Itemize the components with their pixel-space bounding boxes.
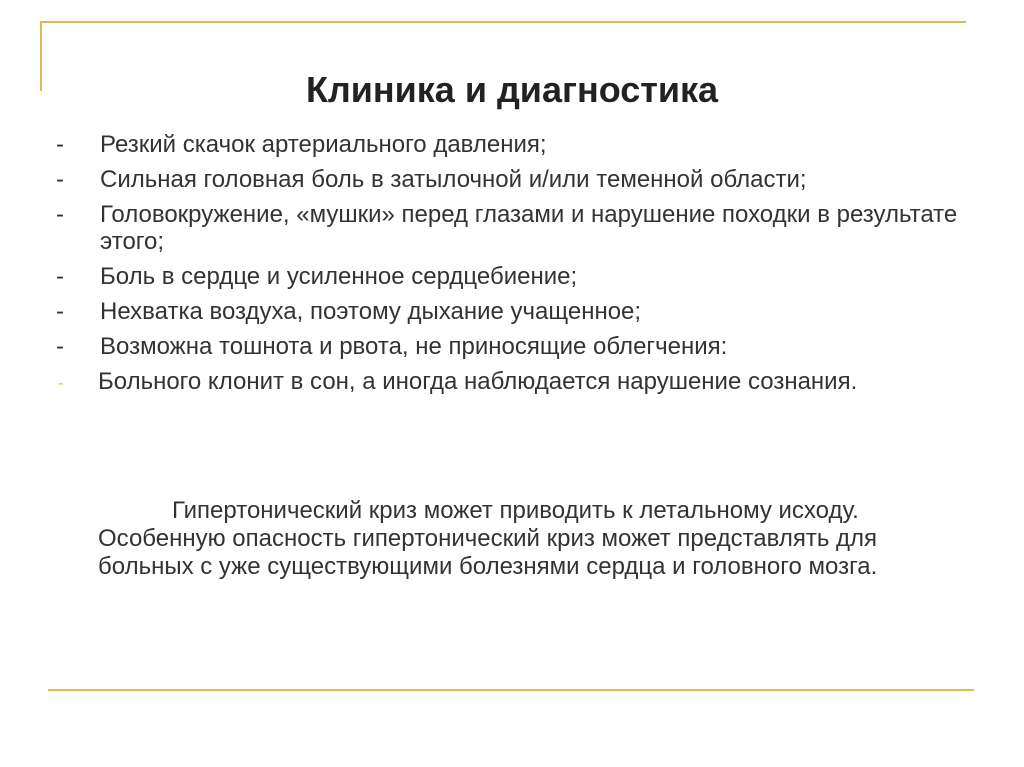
bottom-decorative-rule (48, 689, 974, 691)
list-item-text: Нехватка воздуха, поэтому дыхание учащенное; (100, 298, 642, 325)
bullet-dash: - (56, 131, 64, 158)
slide-title: Клиника и диагностика (305, 69, 719, 111)
list-item (56, 201, 976, 255)
conclusion-paragraph: Гипертонический криз может приводить к летальному исходу. Особенную опасность гипертонический криз может представлять для больных с уже существующими болезнями сердца и головного мозга. (98, 497, 878, 580)
bullet-dash: - (56, 263, 64, 290)
list-item (56, 131, 976, 158)
list-item-text: Головокружение, «мушки» перед глазами и нарушение походки в результате этого; (100, 201, 958, 255)
list-item-text: Больного клонит в сон, а иногда наблюдается нарушение сознания. (98, 368, 858, 395)
bullet-dash: - (56, 201, 64, 228)
list-item-text: Сильная головная боль в затылочной и/или теменной области; (100, 166, 807, 193)
symptom-list (56, 131, 976, 403)
bullet-dash: - (58, 375, 64, 392)
list-item-text: Боль в сердце и усиленное сердцебиение; (100, 263, 578, 290)
top-decorative-rule (40, 21, 966, 23)
list-item (56, 298, 976, 325)
list-item-text: Резкий скачок артериального давления; (100, 131, 547, 158)
bullet-dash: - (56, 166, 64, 193)
list-item (56, 368, 976, 395)
list-item (56, 166, 976, 193)
bullet-dash: - (56, 298, 64, 325)
list-item (56, 263, 976, 290)
list-item-text: Возможна тошнота и рвота, не приносящие облегчения: (100, 333, 728, 360)
list-item (56, 333, 976, 360)
bullet-dash: - (56, 333, 64, 360)
